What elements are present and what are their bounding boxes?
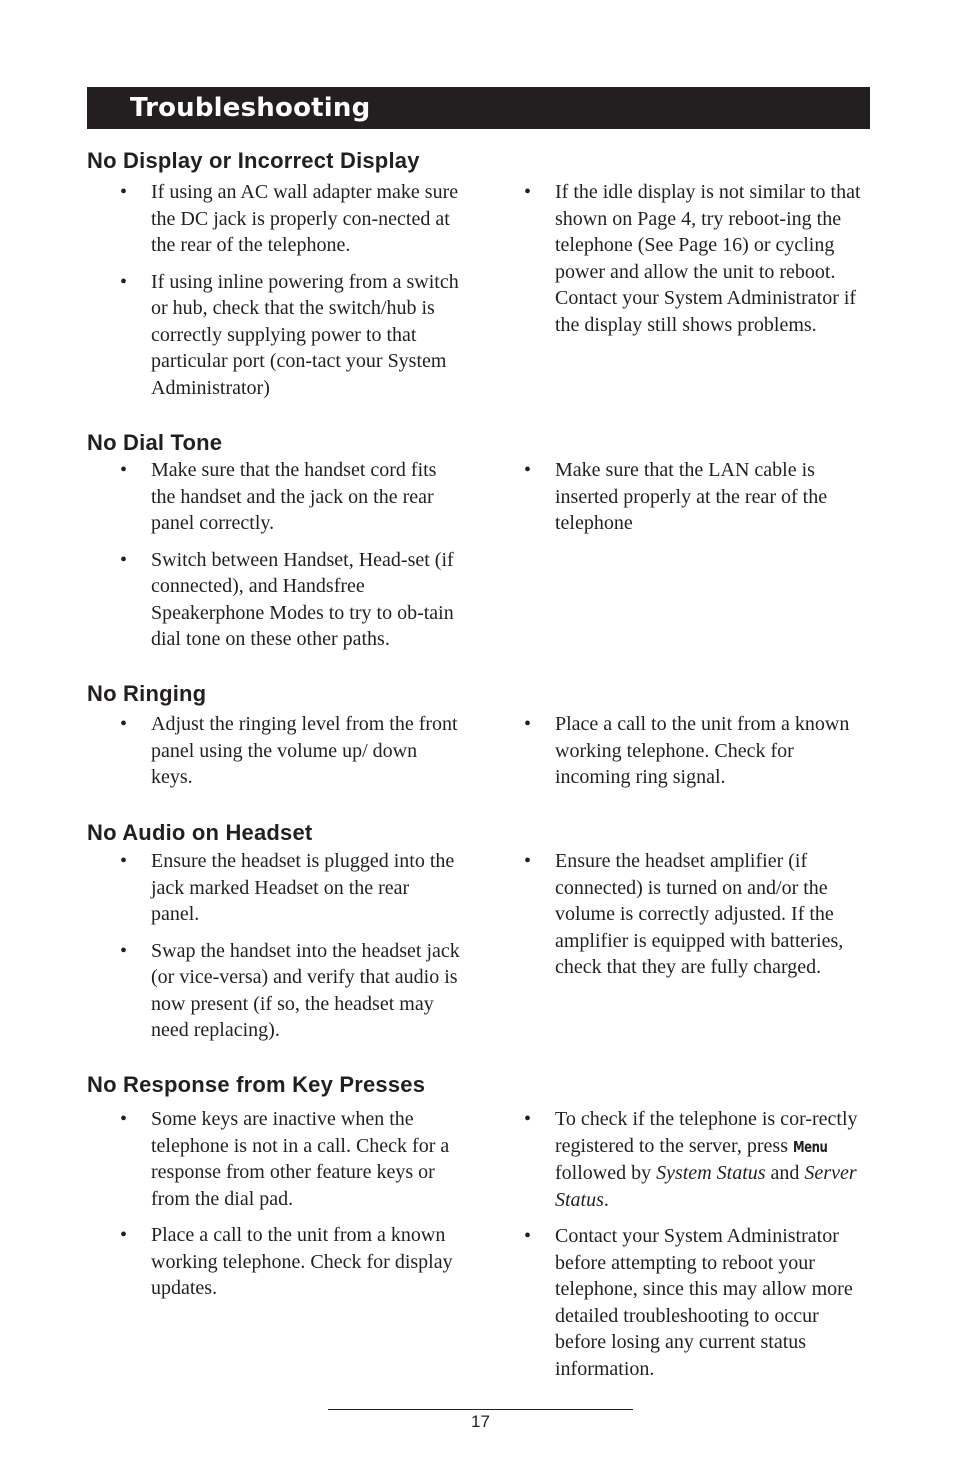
- list-item: [120, 711, 460, 791]
- list-item: [120, 179, 460, 259]
- item-text: Ensure the headset is plugged into the jack marked Headset on the rear panel.: [151, 850, 455, 925]
- item-text-check-registration: [555, 1108, 858, 1211]
- bullet: •: [120, 1224, 128, 1246]
- list-item: [120, 1106, 460, 1212]
- server-status-label: Server Status: [555, 1162, 857, 1211]
- bullet: •: [120, 459, 128, 481]
- list-item: [524, 457, 874, 537]
- list-item: [524, 179, 874, 338]
- heading-no-display: No Display or Incorrect Display: [87, 148, 420, 173]
- page-title: Troubleshooting: [130, 93, 371, 123]
- no-display-left-column: [120, 179, 460, 411]
- bullet: •: [120, 939, 128, 962]
- bullet: •: [524, 713, 532, 735]
- list-item: [120, 1222, 460, 1302]
- no-display-right-column: [524, 179, 874, 348]
- bullet: •: [524, 181, 532, 203]
- no-audio-left-column: [120, 848, 460, 1054]
- list-item: [120, 457, 460, 537]
- bullet: •: [524, 459, 532, 481]
- heading-no-dial-tone: No Dial Tone: [87, 430, 223, 455]
- heading-no-audio-headset: No Audio on Headset: [87, 820, 313, 845]
- bullet: •: [120, 181, 128, 203]
- menu-key-label: Menu: [793, 1137, 828, 1156]
- list-item: [120, 269, 460, 402]
- list-item: [524, 1223, 874, 1382]
- text-part: .: [603, 1188, 609, 1211]
- item-text: Swap the handset into the headset jack (or vice-versa) and verify that audio is now present (if so, the headset may need replacing).: [151, 939, 460, 1041]
- bullet: •: [120, 850, 128, 872]
- bullet: •: [524, 850, 532, 872]
- no-response-right-column: [524, 1106, 874, 1392]
- list-item: [524, 848, 874, 981]
- list-item: [120, 938, 460, 1044]
- bullet: •: [120, 270, 128, 293]
- bullet: •: [524, 1108, 532, 1130]
- text-part: followed by: [555, 1162, 652, 1184]
- bullet: •: [120, 548, 128, 571]
- item-text: Make sure that the LAN cable is inserted properly at the rear of the telephone: [555, 459, 828, 534]
- bullet: •: [120, 713, 128, 735]
- list-item: [120, 547, 460, 653]
- item-text: Adjust the ringing level from the front panel using the volume up/ down keys.: [151, 713, 458, 788]
- no-response-left-column: [120, 1106, 460, 1312]
- item-text: If the idle display is not similar to that shown on Page 4, try reboot-ing the telephone (See Page 16) or cycling power and allow the unit to reboot. Contact your System Administrator if the display still shows problems.: [555, 181, 861, 336]
- bullet: •: [120, 1108, 128, 1130]
- item-text: Some keys are inactive when the telephone is not in a call. Check for a response from other feature keys or from the dial pad.: [151, 1108, 450, 1210]
- heading-no-ringing: No Ringing: [87, 681, 207, 706]
- item-text: Place a call to the unit from a known working telephone. Check for incoming ring signal.: [555, 713, 850, 788]
- item-text: Contact your System Administrator before attempting to reboot your telephone, since this may allow more detailed troubleshooting to occur before losing any current status information.: [555, 1225, 853, 1380]
- no-ringing-left-column: [120, 711, 460, 801]
- item-text: If using inline powering from a switch or hub, check that the switch/hub is correctly supplying power to that particular port (con-tact your System Administrator): [151, 270, 459, 399]
- item-text: Make sure that the handset cord fits the handset and the jack on the rear panel correctly.: [151, 459, 437, 534]
- page-number: 17: [471, 1412, 490, 1431]
- heading-no-response-key-presses: No Response from Key Presses: [87, 1072, 426, 1097]
- bullet: •: [524, 1225, 532, 1247]
- item-text: If using an AC wall adapter make sure the DC jack is properly con-nected at the rear of the telephone.: [151, 181, 459, 256]
- item-text: Switch between Handset, Head-set (if connected), and Handsfree Speakerphone Modes to try to ob-tain dial tone on these other paths.: [151, 548, 454, 650]
- list-item: [524, 711, 874, 791]
- text-part: To check if the telephone is cor-rectly registered to the server, press: [555, 1108, 858, 1157]
- item-text: Ensure the headset amplifier (if connected) is turned on and/or the volume is correctly adjusted. If the amplifier is equipped with batteries, check that they are fully charged.: [555, 850, 844, 978]
- footer-divider: [328, 1409, 633, 1410]
- no-ringing-right-column: [524, 711, 874, 801]
- list-item: [524, 1106, 874, 1213]
- text-part: and: [770, 1162, 800, 1184]
- system-status-label: System Status: [656, 1162, 766, 1184]
- no-dial-tone-right-column: [524, 457, 874, 547]
- no-audio-right-column: [524, 848, 874, 991]
- list-item: [120, 848, 460, 928]
- section-title-bar: [87, 87, 870, 129]
- no-dial-tone-left-column: [120, 457, 460, 663]
- item-text: Place a call to the unit from a known working telephone. Check for display updates.: [151, 1224, 453, 1299]
